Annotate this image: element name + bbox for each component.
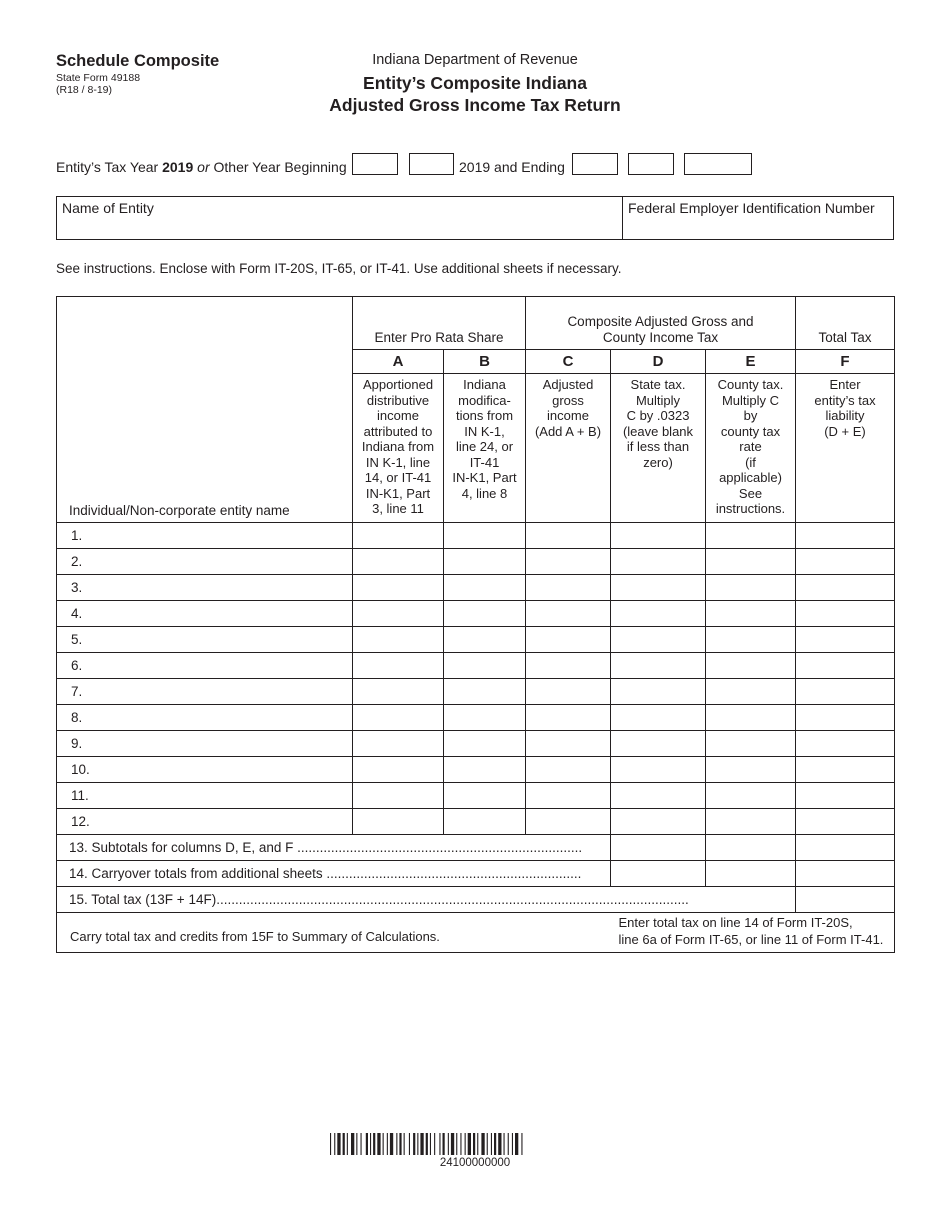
column-desc-line: Indiana	[463, 377, 506, 392]
amount-cell-a[interactable]	[353, 783, 444, 809]
amount-cell-d[interactable]	[611, 549, 706, 575]
begin-day-input[interactable]	[409, 153, 454, 175]
table-row	[57, 601, 895, 627]
composite-tax-header-line1: Composite Adjusted Gross and	[567, 314, 754, 329]
barcode-bar	[404, 1133, 405, 1155]
barcode-bar	[521, 1133, 522, 1155]
barcode-bar	[498, 1133, 501, 1155]
column-letter-b: B	[444, 350, 526, 374]
column-letter-c: C	[526, 350, 611, 374]
column-desc-c	[526, 374, 611, 523]
subtotals-label: 13. Subtotals for columns D, E, and F ............................................................................	[57, 835, 611, 861]
amount-cell-f[interactable]	[796, 679, 895, 705]
carryover-cell-e[interactable]	[706, 861, 796, 887]
barcode-bar	[387, 1133, 388, 1155]
barcode-bar	[430, 1133, 431, 1155]
barcode-bar	[443, 1133, 445, 1155]
barcode-bar	[351, 1133, 354, 1155]
row-number: 8.	[71, 710, 83, 725]
row-number: 11.	[71, 788, 89, 803]
carryover-cell-f[interactable]	[796, 861, 895, 887]
barcode-bar	[330, 1133, 331, 1155]
column-desc-line: Adjusted	[542, 377, 594, 392]
tax-year-value: 2019	[162, 159, 194, 175]
column-desc-line: (leave blank	[622, 423, 694, 439]
composite-tax-header-line2: County Income Tax	[602, 330, 719, 345]
row-name-cell[interactable]	[57, 705, 353, 731]
revision-date: (R18 / 8-19)	[56, 84, 113, 96]
column-letter-e: E	[706, 350, 796, 374]
amount-cell-f[interactable]	[796, 809, 895, 835]
tax-year-label	[56, 159, 347, 175]
row-number: 4.	[71, 606, 83, 621]
barcode-bar	[487, 1133, 488, 1155]
form-number	[56, 72, 140, 96]
carryover-cell-d[interactable]	[611, 861, 706, 887]
amount-cell-b[interactable]	[444, 653, 526, 679]
amount-cell-b[interactable]	[444, 627, 526, 653]
barcode-bar	[508, 1133, 509, 1155]
column-desc-line: tions from	[455, 408, 514, 423]
column-desc-line: Indiana from	[361, 439, 435, 454]
amount-cell-f[interactable]	[796, 549, 895, 575]
column-desc-line: County tax.	[717, 377, 784, 392]
column-desc-e	[706, 374, 796, 523]
amount-cell-e[interactable]	[706, 705, 796, 731]
barcode-bar	[434, 1133, 435, 1155]
amount-cell-b[interactable]	[444, 601, 526, 627]
row-number: 5.	[71, 632, 83, 647]
instructions-text: See instructions. Enclose with Form IT-20S, IT-65, or IT-41. Use additional sheets if necessary.	[56, 261, 622, 276]
amount-cell-b[interactable]	[444, 575, 526, 601]
table-row	[57, 783, 895, 809]
column-desc-line: IT-41	[469, 454, 500, 470]
barcode-bar	[343, 1133, 345, 1155]
amount-cell-c[interactable]	[526, 757, 611, 783]
amount-cell-f[interactable]	[796, 627, 895, 653]
amount-cell-b[interactable]	[444, 783, 526, 809]
column-desc-line: if less than	[626, 439, 690, 454]
column-desc-f	[796, 374, 895, 523]
column-desc-line: Apportioned	[362, 377, 434, 392]
column-desc-b	[444, 374, 526, 523]
barcode-bar	[448, 1133, 449, 1155]
enter-total-note	[611, 913, 895, 953]
amount-cell-d[interactable]	[611, 523, 706, 549]
amount-cell-d[interactable]	[611, 575, 706, 601]
entity-name-field[interactable]	[62, 218, 612, 236]
amount-cell-f[interactable]	[796, 601, 895, 627]
end-year-input[interactable]	[684, 153, 752, 175]
barcode-bar	[420, 1133, 423, 1155]
column-desc-line: county tax	[720, 423, 781, 439]
column-letter-a: A	[353, 350, 444, 374]
amount-cell-c[interactable]	[526, 705, 611, 731]
column-desc-d	[611, 374, 706, 523]
barcode-bar	[377, 1133, 380, 1155]
column-desc-line: Multiply C	[721, 392, 780, 408]
amount-cell-f[interactable]	[796, 653, 895, 679]
amount-cell-c[interactable]	[526, 575, 611, 601]
column-desc-line: gross	[552, 392, 584, 408]
amount-cell-e[interactable]	[706, 653, 796, 679]
column-letter-d: D	[611, 350, 706, 374]
barcode-bar	[515, 1133, 518, 1155]
row-number: 6.	[71, 658, 83, 673]
amount-cell-c[interactable]	[526, 679, 611, 705]
amount-cell-b[interactable]	[444, 549, 526, 575]
barcode-bar	[481, 1133, 484, 1155]
row-name-cell[interactable]	[57, 783, 353, 809]
column-desc-line: rate	[739, 439, 762, 454]
amount-cell-d[interactable]	[611, 705, 706, 731]
amount-cell-b[interactable]	[444, 809, 526, 835]
barcode-bar	[366, 1133, 368, 1155]
carry-total-note: Carry total tax and credits from 15F to Summary of Calculations.	[57, 913, 611, 953]
amount-cell-a[interactable]	[353, 757, 444, 783]
subtotals-cell-d[interactable]	[611, 835, 706, 861]
form-title-line1: Entity’s Composite Indiana	[363, 73, 587, 93]
column-desc-a	[353, 374, 444, 523]
row-number: 2.	[71, 554, 83, 569]
table-row	[57, 523, 895, 549]
amount-cell-f[interactable]	[796, 783, 895, 809]
table-row	[57, 705, 895, 731]
entity-name-label: Name of Entity	[62, 200, 154, 216]
barcode-bar	[334, 1133, 335, 1155]
row-number: 12.	[71, 814, 90, 829]
row-name-cell[interactable]	[57, 523, 353, 549]
amount-cell-a[interactable]	[353, 575, 444, 601]
amount-cell-f[interactable]	[796, 575, 895, 601]
amount-cell-e[interactable]	[706, 549, 796, 575]
amount-cell-d[interactable]	[611, 601, 706, 627]
amount-cell-b[interactable]	[444, 757, 526, 783]
composite-tax-header	[526, 297, 796, 350]
barcode-bar	[494, 1133, 496, 1155]
amount-cell-a[interactable]	[353, 653, 444, 679]
amount-cell-b[interactable]	[444, 731, 526, 757]
total-tax-header: Total Tax	[796, 297, 895, 350]
amount-cell-d[interactable]	[611, 653, 706, 679]
amount-cell-b[interactable]	[444, 679, 526, 705]
column-desc-line: income	[547, 408, 589, 423]
total-tax-label: 15. Total tax (13F + 14F)..............................................................................................................................	[57, 887, 796, 913]
amount-cell-f[interactable]	[796, 731, 895, 757]
subtotals-row	[57, 835, 895, 861]
row-name-cell[interactable]	[57, 627, 353, 653]
amount-cell-c[interactable]	[526, 523, 611, 549]
barcode-bar	[417, 1133, 418, 1155]
column-desc-line: entity’s tax	[814, 392, 876, 408]
total-tax-row	[57, 887, 895, 913]
column-desc-line: IN K-1, line	[365, 454, 431, 470]
column-desc-line: IN K-1,	[464, 423, 505, 439]
barcode-bar	[370, 1133, 371, 1155]
barcode-bar	[413, 1133, 415, 1155]
fein-field[interactable]	[628, 218, 888, 236]
fein-divider	[622, 196, 623, 240]
column-desc-line: IN-K1, Part	[365, 485, 431, 501]
amount-cell-a[interactable]	[353, 549, 444, 575]
subtotals-cell-f[interactable]	[796, 835, 895, 861]
barcode-bar	[477, 1133, 478, 1155]
amount-cell-a[interactable]	[353, 809, 444, 835]
row-name-cell[interactable]	[57, 653, 353, 679]
amount-cell-f[interactable]	[796, 757, 895, 783]
table-row	[57, 679, 895, 705]
barcode-bar	[439, 1133, 440, 1155]
barcode-bar	[409, 1133, 410, 1155]
tax-year-ending-label: 2019 and Ending	[459, 159, 565, 175]
column-desc-line: (D + E)	[824, 423, 866, 439]
amount-cell-a[interactable]	[353, 523, 444, 549]
barcode-bar	[473, 1133, 475, 1155]
barcode-bar	[465, 1133, 466, 1155]
column-desc-line: C by .0323	[626, 408, 690, 423]
table-row	[57, 809, 895, 835]
state-form-number: State Form 49188	[56, 72, 141, 84]
end-month-input[interactable]	[572, 153, 618, 175]
amount-cell-d[interactable]	[611, 679, 706, 705]
total-tax-cell-f[interactable]	[796, 887, 895, 913]
column-desc-line: See	[738, 485, 763, 501]
amount-cell-e[interactable]	[706, 809, 796, 835]
pro-rata-header: Enter Pro Rata Share	[353, 297, 526, 350]
row-name-cell[interactable]	[57, 601, 353, 627]
barcode-bar	[460, 1133, 461, 1155]
column-desc-line: State tax.	[630, 377, 686, 392]
table-row	[57, 549, 895, 575]
barcode-bar	[383, 1133, 384, 1155]
column-desc-line: by	[743, 408, 758, 423]
amount-cell-c[interactable]	[526, 627, 611, 653]
amount-cell-d[interactable]	[611, 627, 706, 653]
amount-cell-e[interactable]	[706, 731, 796, 757]
barcode-number: 24100000000	[439, 1157, 511, 1169]
barcode-bar	[361, 1133, 362, 1155]
barcode-bar	[399, 1133, 401, 1155]
barcode-bar	[491, 1133, 492, 1155]
amount-cell-d[interactable]	[611, 731, 706, 757]
amount-cell-b[interactable]	[444, 705, 526, 731]
amount-cell-c[interactable]	[526, 549, 611, 575]
barcode-bar	[396, 1133, 397, 1155]
amount-cell-c[interactable]	[526, 653, 611, 679]
amount-cell-e[interactable]	[706, 575, 796, 601]
amount-cell-e[interactable]	[706, 783, 796, 809]
column-desc-line: modifica-	[458, 392, 511, 408]
footer-row	[57, 913, 895, 953]
amount-cell-a[interactable]	[353, 679, 444, 705]
end-day-input[interactable]	[628, 153, 674, 175]
begin-month-input[interactable]	[352, 153, 398, 175]
amount-cell-d[interactable]	[611, 757, 706, 783]
row-name-cell[interactable]	[57, 575, 353, 601]
barcode-bar	[512, 1133, 513, 1155]
amount-cell-e[interactable]	[706, 627, 796, 653]
column-desc-line: 14, or IT-41	[364, 470, 432, 485]
column-letter-f: F	[796, 350, 895, 374]
amount-cell-a[interactable]	[353, 731, 444, 757]
carryover-label: 14. Carryover totals from additional sheets ....................................................................	[57, 861, 611, 887]
column-desc-line: 3, line 11	[372, 501, 424, 516]
row-number: 3.	[71, 580, 83, 595]
column-desc-line: liability	[825, 408, 865, 423]
amount-cell-c[interactable]	[526, 809, 611, 835]
row-number: 10.	[71, 762, 90, 777]
tax-year-or: or	[197, 159, 210, 175]
column-desc-line: income	[377, 408, 419, 423]
agency-name: Indiana Department of Revenue	[372, 52, 578, 68]
form-name: Schedule Composite	[56, 52, 220, 70]
amount-cell-f[interactable]	[796, 705, 895, 731]
row-name-cell[interactable]	[57, 809, 353, 835]
table-row	[57, 627, 895, 653]
barcode-bar	[390, 1133, 393, 1155]
barcode-bar	[468, 1133, 471, 1155]
barcode-bar	[373, 1133, 375, 1155]
amount-cell-b[interactable]	[444, 523, 526, 549]
barcode-image	[330, 1133, 620, 1155]
tax-year-suffix: Other Year Beginning	[209, 159, 347, 175]
row-number: 1.	[71, 528, 83, 543]
amount-cell-c[interactable]	[526, 783, 611, 809]
subtotals-cell-e[interactable]	[706, 835, 796, 861]
column-desc-line: Multiply	[635, 392, 681, 408]
column-desc-line: (Add A + B)	[534, 423, 602, 439]
amount-cell-e[interactable]	[706, 679, 796, 705]
amount-cell-e[interactable]	[706, 601, 796, 627]
table-row	[57, 757, 895, 783]
carryover-row	[57, 861, 895, 887]
table-row	[57, 731, 895, 757]
barcode-bar	[504, 1133, 505, 1155]
enter-total-note-line1: Enter total tax on line 14 of Form IT-20S,	[618, 915, 853, 930]
name-column-header: Individual/Non-corporate entity name	[57, 297, 353, 523]
row-number: 7.	[71, 684, 83, 699]
column-desc-line: (if	[745, 454, 756, 470]
column-desc-line: applicable)	[719, 470, 782, 485]
form-title-line2: Adjusted Gross Income Tax Return	[329, 95, 621, 115]
column-desc-line: line 24, or	[455, 439, 514, 454]
amount-cell-d[interactable]	[611, 783, 706, 809]
composite-table	[56, 296, 895, 953]
barcode-bar	[356, 1133, 357, 1155]
column-desc-line: zero)	[643, 454, 673, 470]
column-desc-line: attributed to	[363, 423, 433, 439]
form-title	[200, 72, 750, 116]
amount-cell-c[interactable]	[526, 731, 611, 757]
column-desc-line: 4, line 8	[461, 485, 508, 501]
row-name-cell[interactable]	[57, 679, 353, 705]
tax-year-prefix: Entity’s Tax Year	[56, 159, 163, 175]
amount-cell-f[interactable]	[796, 523, 895, 549]
amount-cell-c[interactable]	[526, 601, 611, 627]
row-number: 9.	[71, 736, 83, 751]
amount-cell-a[interactable]	[353, 627, 444, 653]
enter-total-note-line2: line 6a of Form IT-65, or line 11 of Form IT-41.	[618, 932, 884, 947]
amount-cell-e[interactable]	[706, 523, 796, 549]
barcode-bar	[426, 1133, 428, 1155]
row-name-cell[interactable]	[57, 549, 353, 575]
amount-cell-e[interactable]	[706, 757, 796, 783]
column-desc-line: IN-K1, Part	[452, 470, 517, 485]
barcode-bar	[347, 1133, 348, 1155]
row-name-cell[interactable]	[57, 731, 353, 757]
table-row	[57, 575, 895, 601]
barcode-bar	[451, 1133, 454, 1155]
column-desc-line: Enter	[829, 377, 861, 392]
fein-label: Federal Employer Identification Number	[628, 200, 875, 216]
amount-cell-a[interactable]	[353, 601, 444, 627]
barcode-bar	[337, 1133, 340, 1155]
barcode-bar	[456, 1133, 457, 1155]
table-row	[57, 653, 895, 679]
column-desc-line: instructions.	[715, 501, 786, 516]
amount-cell-a[interactable]	[353, 705, 444, 731]
column-desc-line: distributive	[366, 392, 430, 408]
amount-cell-d[interactable]	[611, 809, 706, 835]
row-name-cell[interactable]	[57, 757, 353, 783]
